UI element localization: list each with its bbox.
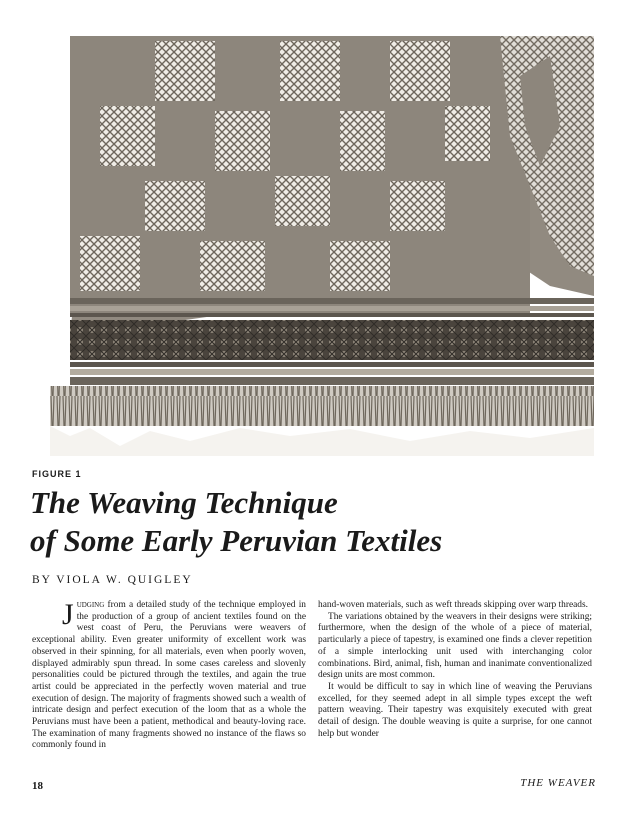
left-column (32, 600, 306, 752)
title-line-1: The Weaving Technique (30, 485, 338, 520)
title-line-2: of Some Early Peruvian Textiles (30, 523, 443, 558)
paragraph-4: It would be difficult to say in which line of weaving the Peruvians excelled, for they seemed adept in all simple types except the weft pattern weaving. Their tapestry was exquisitely executed with great detail of design. The double weaving is quite a surprise, for one cannot help but wonder (318, 681, 592, 739)
paragraph-1-text: from a detailed study of the technique employed in the production of a group of ancient textiles found on the west coast of Peru, the Peruvians were weavers of exceptional ability. Even greater uniformity of excellent work was observed in their spinning, for all materials, even when poorly woven, displayed admirably spun thread. In some cases careless and slovenly personalities could be pictured through the textiles, and again the true artist could be appreciated in the perfectly woven material and true execution of design. The majority of fragments showed such a wealth of intricate design and perfect execution of the loom that as a whole the Peruvians must have been a patient, methodical and beauty-loving race. The examination of many fragments showed no instance of the flaws so commonly found in (32, 600, 306, 751)
paragraph-3: The variations obtained by the weavers in their designs were striking; furthermore, when the design of the whole of a piece of material, particularly a piece of tapestry, is examined one finds a clever repetition of a simple interlocking unit used with interchanging color combinations. Bird, animal, fish, human and inanimate conventionalized design units are most common. (318, 611, 592, 681)
article-title (30, 484, 442, 560)
first-word: udging (76, 600, 105, 610)
textile-photograph (50, 36, 594, 456)
right-column (318, 600, 592, 740)
byline: BY VIOLA W. QUIGLEY (32, 574, 193, 586)
journal-name: THE WEAVER (520, 777, 596, 789)
paragraph-2: hand-woven materials, such as weft threads skipping over warp threads. (318, 600, 588, 610)
paragraph-1 (32, 600, 306, 752)
drop-cap: J (62, 598, 74, 631)
figure-label: FIGURE 1 (32, 469, 82, 479)
page-number: 18 (32, 780, 43, 792)
